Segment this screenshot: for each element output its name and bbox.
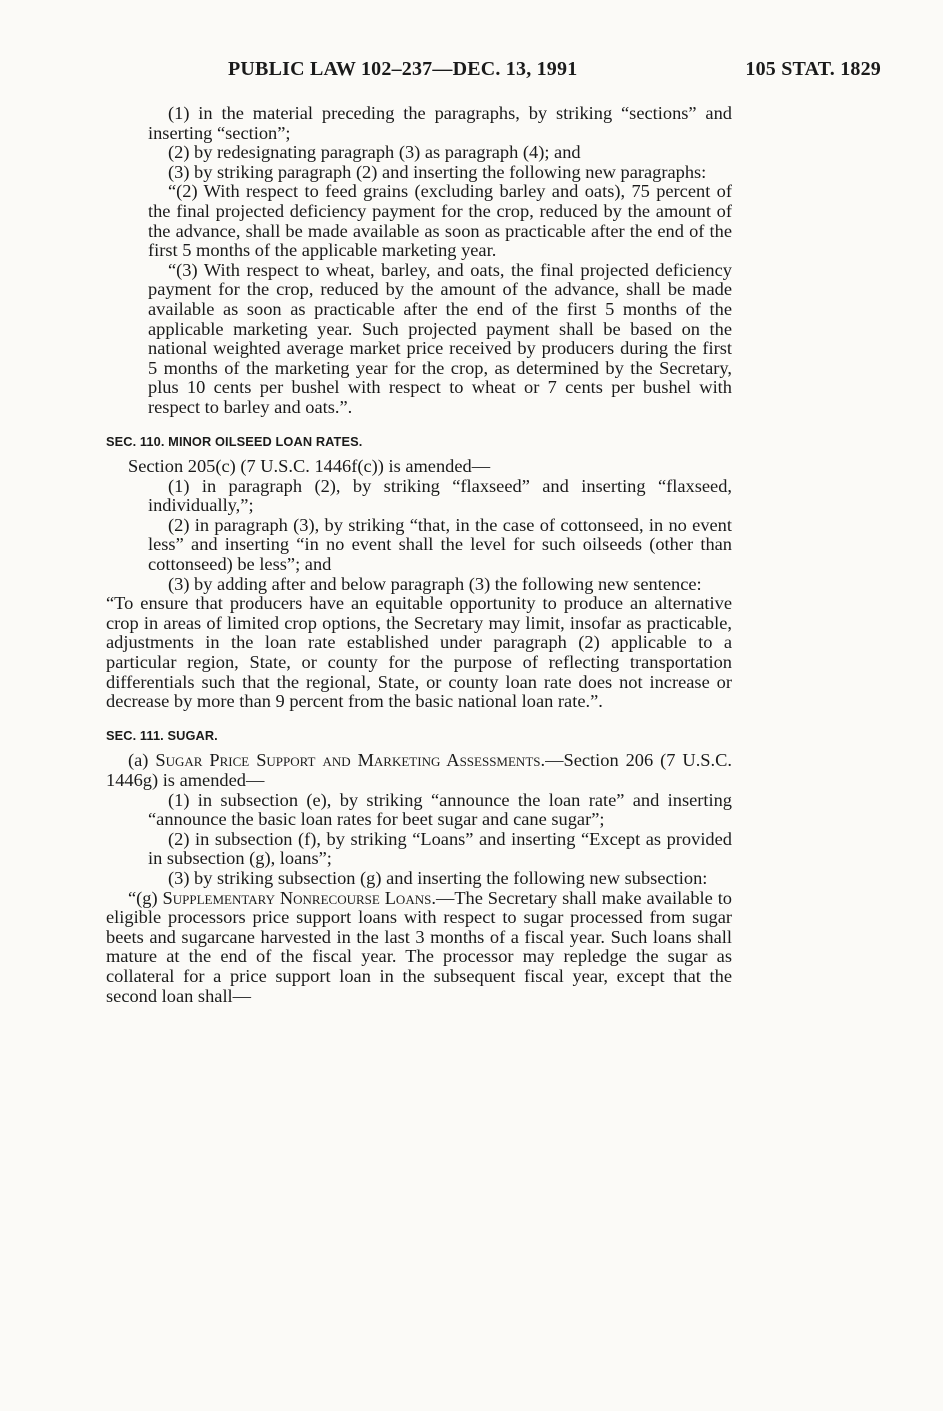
section-110-item-2: (2) in paragraph (3), by striking “that, in the case of cottonseed, in no event less” and inserting “in no event shall the level for such oilseeds (other than cottonseed) be less”; and	[148, 514, 732, 575]
section-110-item-3: (3) by adding after and below paragraph (3) the following new sentence:	[168, 573, 702, 594]
header-title: PUBLIC LAW 102–237—DEC. 13, 1991	[228, 58, 578, 80]
section-111-item-3: (3) by striking subsection (g) and inserting the following new subsection:	[168, 867, 708, 888]
section-111-subsection-a	[106, 751, 732, 790]
section-110-item-1: (1) in paragraph (2), by striking “flaxseed” and inserting “flaxseed, individually,”;	[148, 475, 732, 516]
subsection-g-text: —The Secretary shall make available to eligible processors price support loans with respect to sugar processed from sugar beets and sugarcane harvested in the last 3 months of a fiscal year. Such loans shall mature at the end of the fiscal year. The processor may repledge the sugar as collateral for a price support loan in the subsequent fiscal year, except that the second loan shall—	[106, 887, 732, 1006]
section-111-heading: SEC. 111. SUGAR.	[106, 727, 218, 743]
subsection-a-caption: Sugar Price Support and Marketing Assessments.	[155, 750, 546, 771]
section-110-quote: “To ensure that producers have an equitable opportunity to produce an alternative crop in areas of limited crop options, the Secretary may limit, insofar as practicable, adjustments in the loan rate established under paragraph (2) applicable to a particular region, State, or county for the purpose of reflecting transportation differentials such that the regional, State, or county loan rate does not increase or decrease by more than 9 percent from the basic national loan rate.”.	[106, 593, 732, 712]
paragraph-3: (3) by striking paragraph (2) and inserting the following new paragraphs:	[168, 161, 707, 182]
page-header	[228, 58, 881, 84]
section-111-item-2: (2) in subsection (f), by striking “Loans” and inserting “Except as provided in subsection (g), loans”;	[148, 828, 732, 869]
header-stat-citation: 105 STAT. 1829	[745, 58, 881, 80]
document-body	[106, 104, 732, 1006]
subsection-a-text: —Section 206 (7 U.S.C. 1446g) is amended—	[106, 750, 732, 790]
paragraph-1: (1) in the material preceding the paragraphs, by striking “sections” and inserting “section”;	[148, 103, 732, 143]
paragraph-2: (2) by redesignating paragraph (3) as paragraph (4); and	[168, 142, 581, 163]
paragraph-4: “(2) With respect to feed grains (excluding barley and oats), 75 percent of the final projected deficiency payment for the crop, reduced by the amount of the advance, shall be made available as soon as practicable after the end of the first 5 months of the applicable marketing year.	[148, 181, 732, 261]
paragraph-5: “(3) With respect to wheat, barley, and oats, the final projected deficiency payment for the crop, reduced by the amount of the advance, shall be made available as soon as practicable after the end of the first 5 months of the applicable marketing year. Such projected payment shall be based on the national weighted average market price received by producers during the first 5 months of the marketing year for the crop, as determined by the Secretary, plus 10 cents per bushel with respect to wheat or 7 cents per bushel with respect to barley and oats.”.	[148, 259, 732, 417]
subsection-a-label: (a)	[128, 750, 156, 771]
section-111-item-1: (1) in subsection (e), by striking “announce the loan rate” and inserting “announce the basic loan rates for beet sugar and cane sugar”;	[148, 789, 732, 830]
section-110-heading: SEC. 110. MINOR OILSEED LOAN RATES.	[106, 433, 363, 449]
subsection-g-caption: Supplementary Nonrecourse Loans.	[162, 887, 436, 908]
subsection-g-label: “(g)	[128, 887, 163, 908]
section-111-subsection-g	[106, 889, 732, 1007]
section-110-intro: Section 205(c) (7 U.S.C. 1446f(c)) is amended—	[128, 456, 491, 477]
